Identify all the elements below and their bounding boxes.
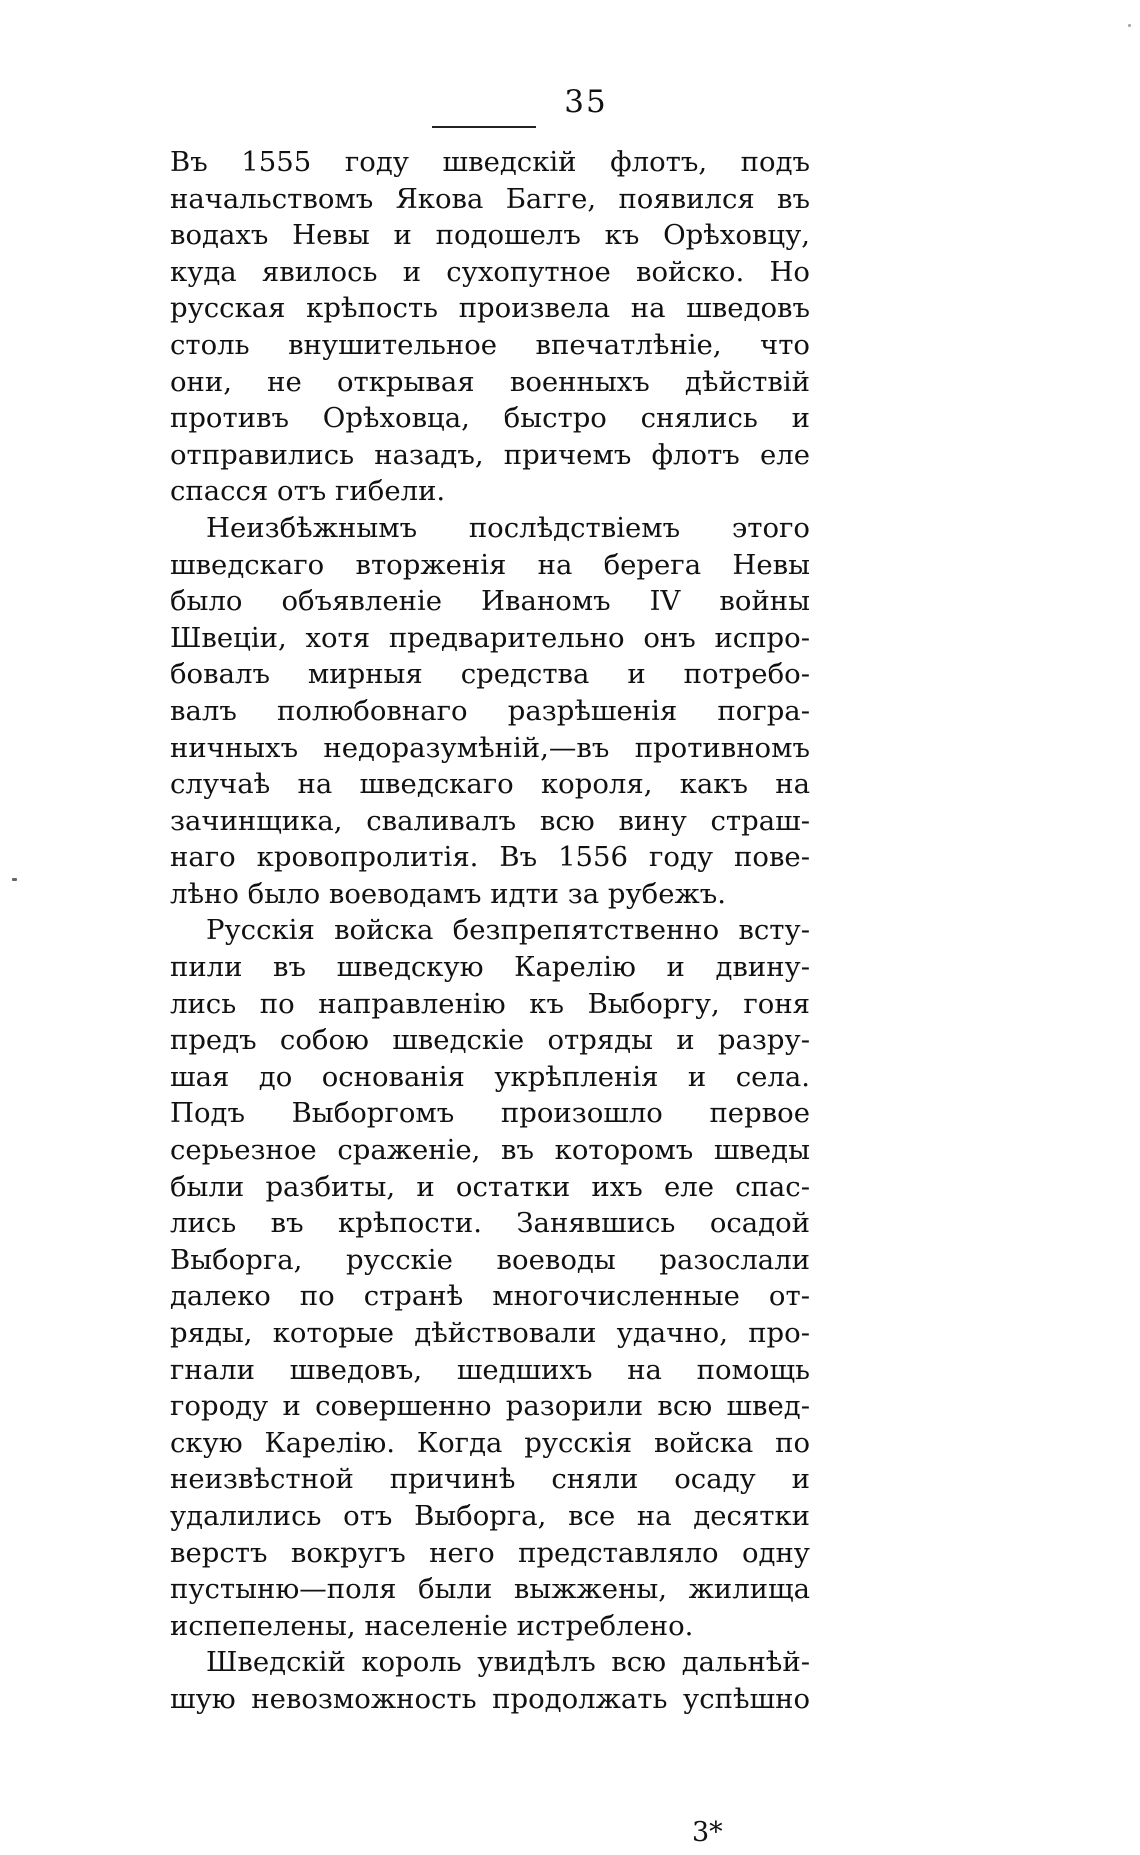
- text-line: начальствомъ Якова Багге, появился въ: [170, 182, 810, 215]
- main-text: [170, 144, 810, 1718]
- text-line: лись по направленію къ Выборгу, гоня: [170, 987, 810, 1020]
- signature-mark: 3*: [692, 1817, 723, 1848]
- text-line: шая до основанія укрѣпленія и села.: [170, 1060, 810, 1093]
- text-line: валъ полюбовнаго разрѣшенія погра-: [170, 694, 810, 727]
- text-line: гнали шведовъ, шедшихъ на помощь: [170, 1353, 810, 1386]
- text-line: водахъ Невы и подошелъ къ Орѣховцу,: [170, 219, 810, 252]
- text-line: лѣно было воеводамъ идти за рубежъ.: [170, 877, 727, 910]
- text-line: лись въ крѣпости. Занявшись осадой: [170, 1207, 810, 1240]
- text-line: предъ собою шведскіе отряды и разру-: [170, 1024, 810, 1057]
- text-line: Подъ Выборгомъ произошло первое: [170, 1097, 810, 1130]
- text-line: скую Карелію. Когда русскія войска по: [170, 1426, 810, 1459]
- text-line: Швеціи, хотя предварительно онъ испро-: [170, 621, 810, 654]
- text-line: далеко по странѣ многочисленные от-: [170, 1280, 810, 1313]
- text-line: пустыню—поля были выжжены, жилища: [170, 1573, 810, 1606]
- text-line: ничныхъ недоразумѣній,—въ противномъ: [170, 731, 810, 764]
- text-line: верстъ вокругъ него представляло одну: [170, 1536, 810, 1569]
- page-number-rule: [432, 126, 536, 128]
- text-line: шую невозможность продолжать успѣшно: [170, 1682, 810, 1715]
- text-line: Шведскій король увидѣлъ всю дальнѣй-: [206, 1646, 810, 1679]
- text-line: было объявленіе Иваномъ IV войны: [170, 585, 810, 618]
- scan-speck: [12, 878, 17, 881]
- text-line: русская крѣпость произвела на шведовъ: [170, 292, 810, 325]
- text-line: случаѣ на шведскаго короля, какъ на: [170, 768, 810, 801]
- text-line: бовалъ мирныя средства и потребо-: [170, 658, 810, 691]
- page-number: 35: [564, 84, 608, 120]
- text-line: серьезное сраженіе, въ которомъ шведы: [170, 1134, 810, 1167]
- text-line: спасся отъ гибели.: [170, 475, 446, 508]
- text-line: Въ 1555 году шведскій флотъ, подъ: [170, 146, 810, 178]
- text-line: зачинщика, сваливалъ всю вину страш-: [170, 804, 810, 837]
- text-line: противъ Орѣховца, быстро снялись и: [170, 402, 810, 435]
- text-line: ряды, которые дѣйствовали удачно, про-: [170, 1317, 810, 1349]
- text-line: Русскія войска безпрепятственно всту-: [206, 914, 810, 947]
- text-line: пили въ шведскую Карелію и двину-: [170, 951, 810, 984]
- text-line: были разбиты, и остатки ихъ еле спас-: [170, 1170, 810, 1203]
- text-line: столь внушительное впечатлѣніе, что: [170, 328, 810, 361]
- text-line: куда явилось и сухопутное войско. Но: [170, 255, 810, 288]
- text-line: наго кровопролитія. Въ 1556 году пове-: [170, 841, 810, 874]
- text-line: Выборга, русскіе воеводы разослали: [170, 1243, 810, 1276]
- text-line: испепелены, населеніе истреблено.: [170, 1609, 694, 1642]
- text-line: удалились отъ Выборга, все на десятки: [170, 1499, 810, 1532]
- text-line: они, не открывая военныхъ дѣйствій: [170, 365, 810, 398]
- text-line: городу и совершенно разорили всю швед-: [170, 1390, 810, 1423]
- text-line: Неизбѣжнымъ послѣдствіемъ этого: [206, 511, 810, 544]
- text-line: шведскаго вторженія на берега Невы: [170, 548, 810, 581]
- scan-speck: [1128, 24, 1131, 27]
- text-line: неизвѣстной причинѣ сняли осаду и: [170, 1463, 810, 1496]
- text-line: отправились назадъ, причемъ флотъ еле: [170, 438, 810, 471]
